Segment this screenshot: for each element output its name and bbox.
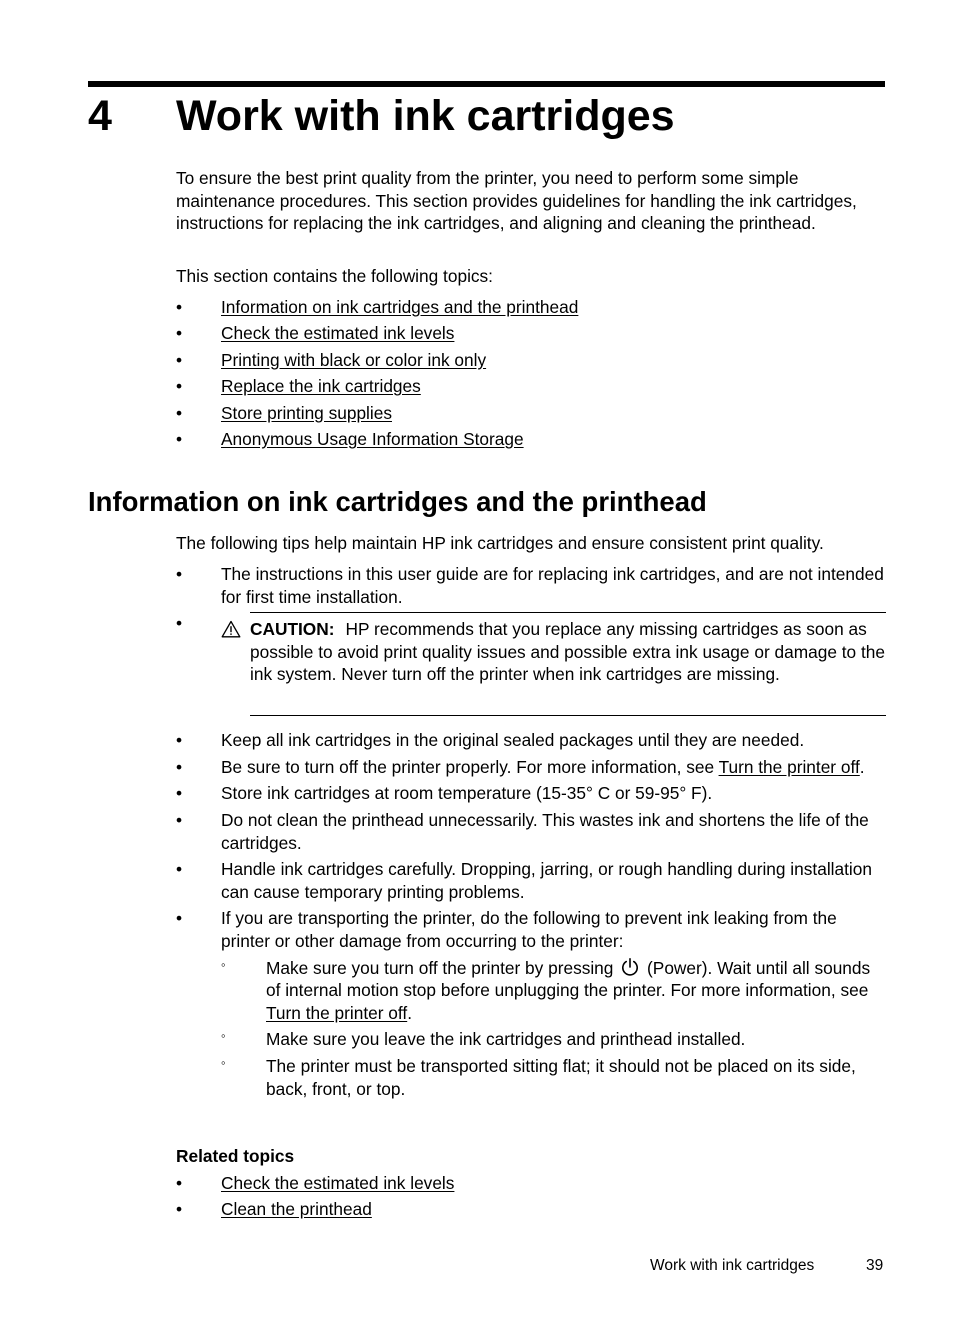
sub-text: Make sure you turn off the printer by pressing bbox=[266, 957, 614, 978]
bullet: • bbox=[176, 349, 183, 370]
footer-page-number: 39 bbox=[866, 1257, 884, 1274]
topic-link-ink-levels[interactable]: Check the estimated ink levels bbox=[221, 323, 455, 344]
chapter-rule bbox=[88, 81, 885, 87]
topic-link-replace-cartridges[interactable]: Replace the ink cartridges bbox=[221, 376, 421, 397]
caution-label: CAUTION: bbox=[250, 619, 335, 640]
list-item bbox=[176, 729, 886, 752]
tip-text: Do not clean the printhead unnecessarily. This wastes ink and shortens the life of the cartridges. bbox=[221, 809, 869, 853]
tip-text: The instructions in this user guide are for replacing ink cartridges, and are not intended for first time installation. bbox=[221, 564, 884, 607]
bullet: • bbox=[176, 859, 183, 880]
bullet: • bbox=[176, 564, 183, 584]
chapter-title bbox=[88, 90, 885, 142]
bullet: • bbox=[176, 783, 183, 804]
sub-bullet: ◦ bbox=[221, 956, 226, 972]
related-link-clean-printhead[interactable]: Clean the printhead bbox=[221, 1199, 372, 1220]
list-item bbox=[176, 402, 886, 428]
tip-text: Be sure to turn off the printer properly. For more information, see bbox=[221, 756, 719, 777]
chapter-number: 4 bbox=[88, 92, 112, 140]
caution-box bbox=[250, 612, 886, 716]
sub-list-item bbox=[221, 957, 886, 1025]
bullet: • bbox=[176, 809, 183, 830]
sub-text: The printer must be transported sitting flat; it should not be placed on its side, back, front, or top. bbox=[266, 1055, 856, 1099]
turn-printer-off-link-2[interactable]: Turn the printer off bbox=[266, 1002, 408, 1023]
list-item bbox=[176, 1172, 886, 1198]
intro-paragraph: To ensure the best print quality from the printer, you need to perform some simple maintenance procedures. This section provides guidelines for handling the ink cartridges, instructions for replacing the ink cartridges, and aligning and cleaning the printhead. bbox=[176, 168, 857, 234]
tips-list bbox=[176, 563, 886, 1104]
footer-chapter-title: Work with ink cartridges bbox=[650, 1257, 815, 1274]
topics-list bbox=[176, 296, 886, 454]
list-item bbox=[176, 809, 886, 854]
list-item bbox=[176, 756, 886, 779]
list-item bbox=[176, 1198, 886, 1224]
power-icon bbox=[620, 957, 640, 977]
bullet: • bbox=[176, 1173, 183, 1193]
sub-text-mid: (Power). Wait until all sounds of internal motion stop before unplugging the printer. For more information, see bbox=[266, 957, 871, 1001]
warning-triangle-icon bbox=[221, 620, 241, 638]
bullet: • bbox=[176, 297, 183, 317]
sub-bullet: ◦ bbox=[221, 1054, 226, 1070]
tips-lead: The following tips help maintain HP ink cartridges and ensure consistent print quality. bbox=[176, 533, 824, 553]
topics-lead: This section contains the following topics: bbox=[176, 266, 493, 286]
topic-link-black-color-only[interactable]: Printing with black or color ink only bbox=[221, 349, 487, 370]
topic-link-usage-storage[interactable]: Anonymous Usage Information Storage bbox=[221, 428, 524, 449]
topic-link-info-cartridges[interactable]: Information on ink cartridges and the printhead bbox=[221, 297, 579, 317]
list-item bbox=[176, 612, 886, 725]
list-item bbox=[176, 322, 886, 348]
list-item bbox=[176, 907, 886, 1100]
tip-text: Keep all ink cartridges in the original sealed packages until they are needed. bbox=[221, 730, 805, 751]
bullet: • bbox=[176, 730, 183, 751]
caution-text: HP recommends that you replace any missing cartridges as soon as possible to avoid print quality issues and possible extra ink usage or damage to the ink system. Never turn off the printer when ink cartridges are missing. bbox=[250, 619, 885, 685]
tip-text: If you are transporting the printer, do the following to prevent ink leaking from the printer or other damage from occurring to the printer: bbox=[221, 908, 837, 951]
chapter-title-text: Work with ink cartridges bbox=[176, 92, 675, 140]
bullet: • bbox=[176, 1199, 183, 1220]
list-item bbox=[176, 296, 886, 322]
tip-text: Store ink cartridges at room temperature (15-35° C or 59-95° F). bbox=[221, 783, 713, 804]
sub-list-item bbox=[221, 1055, 886, 1100]
topic-link-store-supplies[interactable]: Store printing supplies bbox=[221, 402, 392, 423]
bullet: • bbox=[176, 323, 183, 344]
tip-text: Handle ink cartridges carefully. Dropping, jarring, or rough handling during installation can cause temporary printing problems. bbox=[221, 859, 872, 902]
list-item bbox=[176, 782, 886, 805]
related-link-ink-levels[interactable]: Check the estimated ink levels bbox=[221, 1173, 455, 1193]
bullet: • bbox=[176, 756, 183, 777]
sub-text: Make sure you leave the ink cartridges and printhead installed. bbox=[266, 1029, 746, 1050]
list-item bbox=[176, 858, 886, 903]
list-item bbox=[176, 563, 886, 608]
section-title: Information on ink cartridges and the printhead bbox=[88, 486, 707, 517]
tip-text-end: . bbox=[859, 756, 865, 777]
list-item bbox=[176, 375, 886, 401]
bullet: • bbox=[176, 376, 183, 397]
list-item bbox=[176, 349, 886, 375]
bullet: • bbox=[176, 908, 183, 929]
bullet: • bbox=[176, 428, 183, 449]
turn-printer-off-link[interactable]: Turn the printer off bbox=[718, 756, 860, 777]
sub-list-item bbox=[221, 1028, 886, 1051]
bullet: • bbox=[176, 613, 183, 634]
transport-sublist bbox=[221, 957, 886, 1101]
sub-text-end: . bbox=[407, 1002, 413, 1023]
sub-bullet: ◦ bbox=[221, 1028, 226, 1044]
bullet: • bbox=[176, 402, 183, 423]
related-topics-heading: Related topics bbox=[176, 1146, 295, 1166]
list-item bbox=[176, 428, 886, 454]
related-topics-list bbox=[176, 1172, 886, 1225]
